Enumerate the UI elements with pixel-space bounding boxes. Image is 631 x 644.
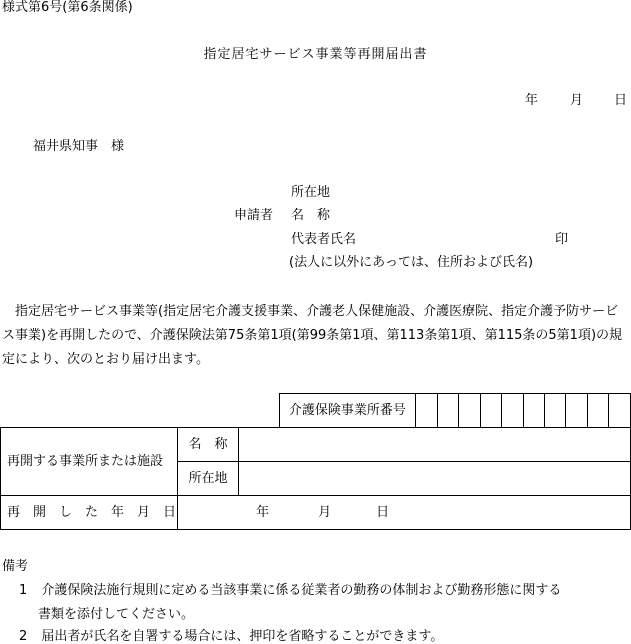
office-number-digit[interactable] xyxy=(587,394,608,428)
reopen-date-month: 月 xyxy=(318,505,332,520)
office-number-digit[interactable] xyxy=(502,394,523,428)
office-number-digit[interactable] xyxy=(609,394,631,428)
facility-name-field[interactable] xyxy=(238,428,630,462)
facility-address-label: 所在地 xyxy=(178,462,239,496)
form-label: 様式第6号(第6条関係) xyxy=(2,0,133,15)
reopen-date-year: 年 xyxy=(256,505,270,520)
facility-label: 再開する事業所または施設 xyxy=(1,428,178,496)
office-number-digit[interactable] xyxy=(523,394,544,428)
seal-mark: 印 xyxy=(555,232,569,247)
office-number-digit[interactable] xyxy=(416,394,437,428)
office-number-digit[interactable] xyxy=(459,394,480,428)
applicant-heading: 申請者 xyxy=(234,208,274,223)
document-title: 指定居宅サービス事業等再開届出書 xyxy=(203,47,428,62)
body-text: 指定居宅サービス事業等(指定居宅介護支援事業、介護老人保健施設、介護医療院、指定介護予防サービス事業)を再開したので、介護保険法第75条第1項(第99条第1項、第113条第1項、第115条の5第1項)の規定により、次のとおり届け出ます。 xyxy=(2,304,623,367)
date-month: 月 xyxy=(570,93,584,108)
office-number-digit[interactable] xyxy=(437,394,458,428)
date-day: 日 xyxy=(614,93,628,108)
note-item-continuation: 書類を添付してください。 xyxy=(38,607,195,622)
empty-cell xyxy=(238,394,279,428)
office-number-digit[interactable] xyxy=(566,394,587,428)
office-number-label: 介護保険事業所番号 xyxy=(279,394,416,428)
reopen-date-label: 再 開 し た 年 月 日 xyxy=(1,496,178,530)
note-number: 2 xyxy=(19,629,28,644)
applicant-note: (法人に以外にあっては、住所および氏名) xyxy=(289,255,534,270)
date-year: 年 xyxy=(525,93,539,108)
note-number: 1 xyxy=(19,583,28,598)
note-item xyxy=(19,584,561,597)
applicant-representative-label: 代表者氏名 xyxy=(291,232,357,247)
note-text: 届出者が氏名を自署する場合には、押印を省略することができます。 xyxy=(41,629,444,644)
reopen-info-table xyxy=(0,393,631,530)
note-text: 介護保険法施行規則に定める当該事業に係る従業者の勤務の体制および勤務形態に関する xyxy=(41,583,562,598)
facility-address-field[interactable] xyxy=(238,462,630,496)
applicant-address-label: 所在地 xyxy=(291,185,331,200)
facility-name-label: 名 称 xyxy=(178,428,239,462)
reopen-date-field[interactable] xyxy=(178,496,631,530)
notes-heading: 備考 xyxy=(2,559,29,574)
note-item xyxy=(19,630,443,643)
applicant-name-label: 名 称 xyxy=(291,208,331,223)
office-number-digit[interactable] xyxy=(480,394,501,428)
reopen-date-day: 日 xyxy=(376,505,390,520)
addressee: 福井県知事 様 xyxy=(33,139,125,154)
empty-cell xyxy=(1,394,239,428)
office-number-digit[interactable] xyxy=(545,394,566,428)
